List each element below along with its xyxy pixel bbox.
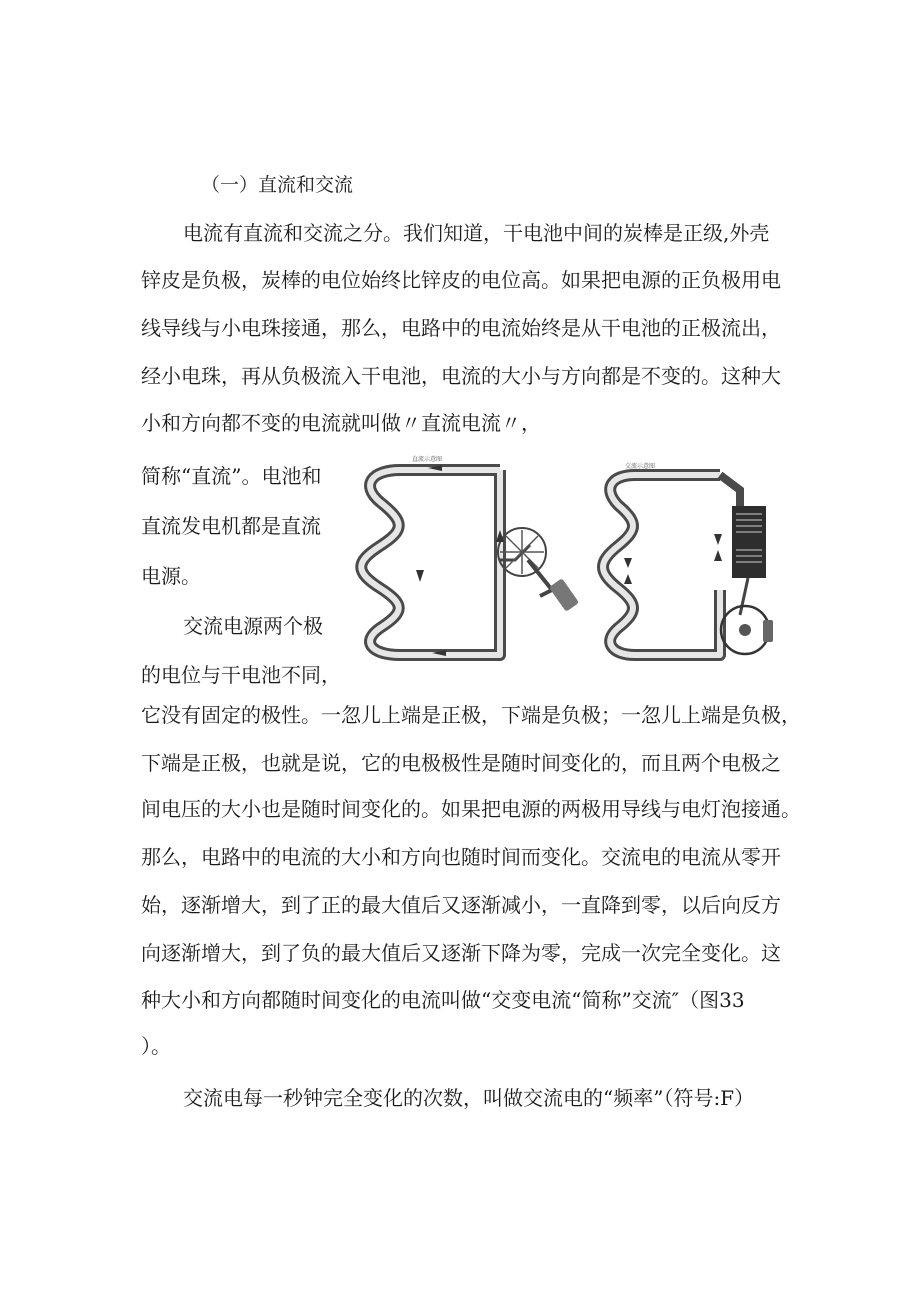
ac-connector-rod	[740, 578, 748, 615]
dc-current-arrows	[416, 465, 504, 656]
text-line: 锌皮是负极，炭棒的电位始终比锌皮的电位高。如果把电源的正负极用电	[141, 268, 781, 292]
text-line: 那么，电路中的电流的大小和方向也随时间而变化。交流电的电流从零开	[141, 845, 781, 869]
text-line: 直流发电机都是直流	[141, 514, 321, 538]
text-line: 的电位与干电池不同，	[141, 663, 341, 687]
text-line: 下端是正极，也就是说，它的电极极性是随时间变化的，而且两个电极之	[141, 751, 781, 775]
dc-caption: 直流示意图	[412, 456, 443, 463]
section-title: （一）直流和交流	[201, 174, 354, 196]
dc-generator-blades	[500, 530, 544, 574]
text-line: 始，逐渐增大，到了正的最大值后又逐渐减小，一直降到零，以后向反方	[141, 893, 781, 917]
text-line: 简称“直流”。电池和	[141, 464, 322, 488]
ac-generator-body	[732, 506, 766, 578]
text-line: 电源。	[141, 564, 201, 588]
text-line: 小和方向都不变的电流就叫做〃直流电流〃，	[141, 411, 541, 435]
dc-crank-handle	[549, 578, 579, 612]
ac-wire-top	[720, 475, 740, 510]
text-line: 线导线与小电珠接通，那么，电路中的电流始终是从干电池的正极流出，	[141, 316, 781, 340]
ac-crank-handle	[763, 620, 773, 642]
text-line: 它没有固定的极性。一忽儿上端是正极，下端是负极；一忽儿上端是负极，	[141, 703, 801, 727]
dc-crank-arm	[528, 560, 552, 596]
ac-flywheel-hub	[739, 624, 751, 636]
dc-diagram	[361, 455, 579, 656]
text-line: 间电压的大小也是随时间变化的。如果把电源的两极用导线与电灯泡接通。	[141, 797, 801, 821]
text-line: 交流电源两个极	[183, 614, 323, 638]
circuit-figure	[350, 450, 790, 680]
ac-caption: 交流示意图	[625, 463, 656, 470]
text-line: ）。	[141, 1034, 171, 1058]
text-line: 种大小和方向都随时间变化的电流叫做“交变电流“简称”交流″（图33	[141, 988, 745, 1012]
ac-diagram	[603, 462, 773, 655]
text-line: 电流有直流和交流之分。我们知道，干电池中间的炭棒是正级,外壳	[183, 221, 770, 245]
text-line: 向逐渐增大，到了负的最大值后又逐渐下降为零，完成一次完全变化。这	[141, 941, 781, 965]
text-line: 经小电珠，再从负极流入干电池，电流的大小与方向都是不变的。这种大	[141, 364, 781, 388]
ac-current-arrows	[624, 534, 722, 584]
paragraph-3: 交流电每一秒钟完全变化的次数，叫做交流电的“频率”（符号:F）	[183, 1086, 755, 1110]
